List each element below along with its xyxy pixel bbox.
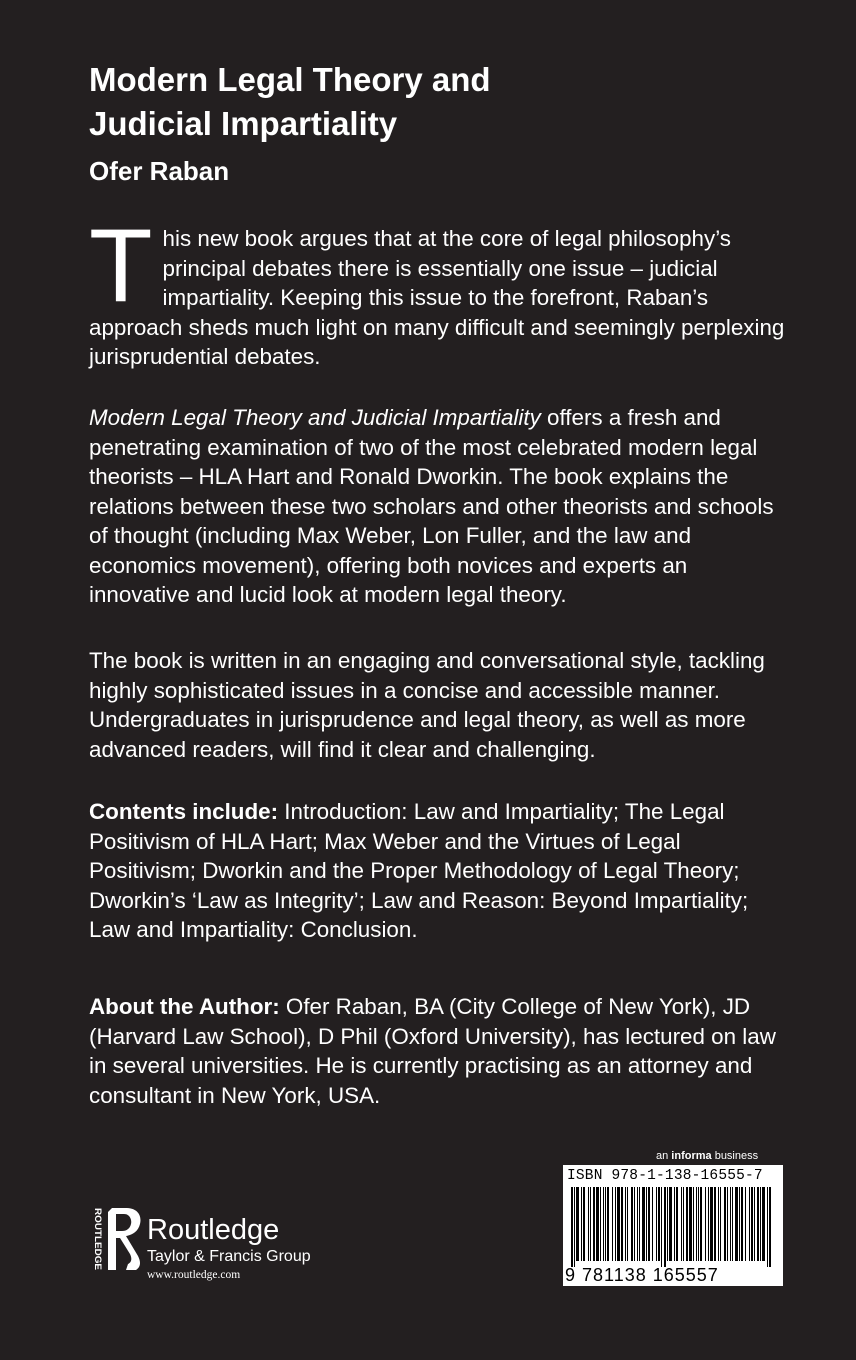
informa-prefix: an <box>656 1150 672 1162</box>
barcode-bar <box>710 1187 713 1261</box>
publisher-name: Routledge <box>147 1214 280 1246</box>
informa-brand: informa <box>671 1150 712 1162</box>
barcode-bar <box>762 1187 765 1261</box>
barcode-bar <box>730 1187 731 1261</box>
barcode-bar <box>658 1187 660 1261</box>
book-title <box>89 58 789 146</box>
barcode-bar <box>745 1187 746 1261</box>
barcode-bar <box>664 1187 666 1267</box>
barcode-bar <box>741 1187 743 1261</box>
barcode-bar <box>603 1187 604 1261</box>
barcode-bars <box>571 1187 776 1267</box>
barcode-bar <box>607 1187 609 1261</box>
drop-cap: T <box>89 208 153 324</box>
barcode-bar <box>689 1187 692 1261</box>
barcode-bar <box>714 1187 716 1261</box>
author-name: Ofer Raban <box>89 156 230 186</box>
barcode-bar <box>593 1187 595 1261</box>
barcode-bar <box>627 1187 628 1261</box>
about-author-label: About the Author: <box>89 994 280 1019</box>
barcode-bar <box>574 1187 575 1267</box>
barcode-bar <box>571 1187 573 1267</box>
barcode-bar <box>683 1187 684 1261</box>
barcode-bar <box>674 1187 675 1261</box>
title-line-2: Judicial Impartiality <box>89 105 398 142</box>
barcode-bar <box>720 1187 721 1261</box>
barcode-bar <box>583 1187 585 1261</box>
barcode-bar <box>686 1187 688 1261</box>
barcode-bar <box>621 1187 623 1261</box>
barcode-bar <box>727 1187 728 1261</box>
title-line-1: Modern Legal Theory and <box>89 61 491 98</box>
barcode-bar <box>693 1187 694 1261</box>
barcode-bar <box>757 1187 759 1261</box>
barcode-bar <box>588 1187 589 1261</box>
barcode-bar <box>698 1187 699 1261</box>
barcode-bar <box>615 1187 616 1261</box>
barcode-bar <box>700 1187 702 1261</box>
barcode-bar <box>661 1187 662 1267</box>
about-author-text: Ofer Raban, BA (City College of New York), JD (Harvard Law School), D Phil (Oxford University), has lectured on law in several universities. He is currently practising as an attorney and consultant in New York, USA. <box>89 994 776 1108</box>
blurb-paragraph-3: The book is written in an engaging and conversational style, tackling highly sophisticated issues in a concise and accessible manner. Undergraduates in jurisprudence and legal theory, as well as more advanced readers, will find it clear and challenging. <box>89 648 765 762</box>
barcode-bar <box>652 1187 653 1261</box>
informa-suffix: business <box>711 1150 759 1162</box>
blurb-p1-text: his new book argues that at the core of legal philosophy’s principal debates there is essentially one issue – judicial impartiality. Keeping this issue to the forefront, Raban’s approach sheds much light on many difficult and seemingly perplexing jurisprudential debates. <box>89 226 785 369</box>
barcode-bar <box>648 1187 650 1261</box>
isbn-barcode <box>563 1165 783 1286</box>
book-title-italic: Modern Legal Theory and Judicial Impartiality <box>89 405 541 430</box>
barcode-bar <box>735 1187 738 1261</box>
barcode-bar <box>708 1187 709 1261</box>
barcode-bar <box>590 1187 591 1261</box>
contents-text: Introduction: Law and Impartiality; The Legal Positivism of HLA Hart; Max Weber and the Virtues of Legal Positivism; Dworkin and the Proper Methodology of Legal Theory; Dworkin’s ‘Law as Integrity’; Law and Reason: Beyond Impartiality; Law and Impartiality: Conclusion. <box>89 799 749 942</box>
barcode-bar <box>705 1187 706 1261</box>
isbn-label: ISBN 978-1-138-16555-7 <box>567 1168 763 1184</box>
barcode-bar <box>732 1187 733 1261</box>
publisher-url: www.routledge.com <box>147 1269 241 1281</box>
barcode-bar <box>581 1187 582 1261</box>
blurb-paragraph-2 <box>89 403 789 610</box>
barcode-bar <box>767 1187 768 1267</box>
barcode-bar <box>596 1187 599 1261</box>
blurb-paragraph-1 <box>89 208 789 372</box>
barcode-bar <box>667 1187 668 1261</box>
about-author-paragraph <box>89 992 789 1110</box>
routledge-vertical-text: ROUTLEDGE <box>92 1208 103 1268</box>
routledge-r-icon <box>86 1204 144 1274</box>
barcode-bar <box>718 1187 719 1261</box>
barcode-bar <box>605 1187 606 1261</box>
barcode-bar <box>751 1187 753 1261</box>
barcode-bar <box>617 1187 620 1261</box>
publisher-group: Taylor & Francis Group <box>147 1248 311 1265</box>
blurb-p2-text: offers a fresh and penetrating examination of two of the most celebrated modern legal theorists – HLA Hart and Ronald Dworkin. The book explains the relations between these two scholars and other theorists and schools of thought (including Max Weber, Lon Fuller, and the law and economics movement), offering both novices and experts an innovative and lucid look at modern legal theory. <box>89 405 774 607</box>
barcode-bar <box>769 1187 771 1267</box>
barcode-bar <box>739 1187 740 1261</box>
barcode-bar <box>656 1187 657 1261</box>
contents-label: Contents include: <box>89 799 279 824</box>
contents-paragraph <box>89 797 789 945</box>
barcode-bar <box>669 1187 672 1261</box>
routledge-logo <box>86 1204 346 1284</box>
barcode-bar <box>760 1187 761 1261</box>
barcode-bar <box>625 1187 626 1261</box>
barcode-bar <box>642 1187 645 1261</box>
barcode-bar <box>681 1187 682 1261</box>
barcode-bar <box>639 1187 640 1261</box>
barcode-bar <box>754 1187 755 1261</box>
isbn-digits: 9 781138 165557 <box>565 1265 719 1285</box>
barcode-bar <box>612 1187 613 1261</box>
informa-business-tag <box>656 1150 758 1162</box>
barcode-bar <box>696 1187 697 1261</box>
barcode-bar <box>646 1187 647 1261</box>
barcode-bar <box>676 1187 678 1261</box>
barcode-bar <box>637 1187 638 1261</box>
barcode-bar <box>634 1187 635 1261</box>
barcode-bar <box>724 1187 726 1261</box>
barcode-bar <box>631 1187 633 1261</box>
barcode-bar <box>600 1187 601 1261</box>
barcode-bar <box>749 1187 750 1261</box>
barcode-bar <box>576 1187 579 1261</box>
